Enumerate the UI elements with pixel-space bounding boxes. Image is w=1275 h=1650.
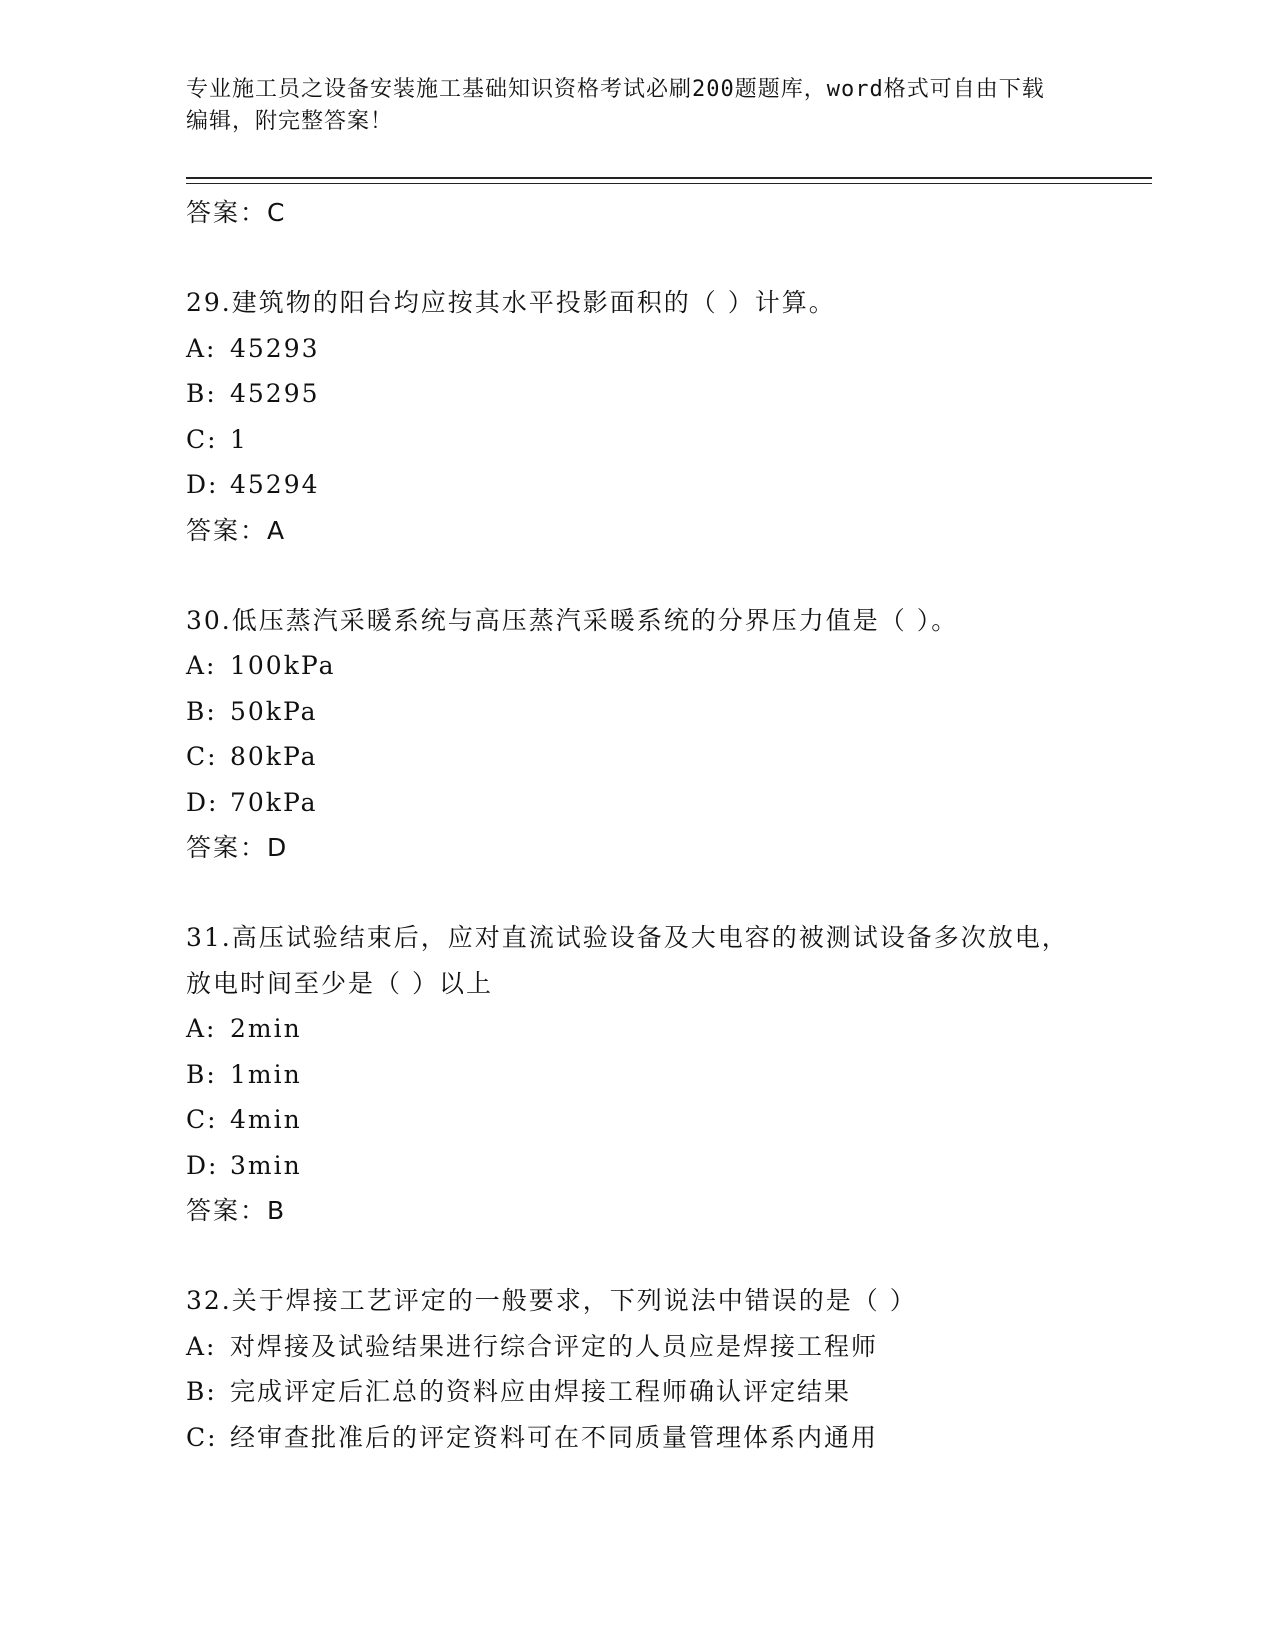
option-text: 80kPa <box>230 742 318 771</box>
option-key: C: <box>186 1422 218 1452</box>
question-stem: 32.关于焊接工艺评定的一般要求，下列说法中错误的是（ ） <box>186 1286 917 1315</box>
option-text: 1 <box>230 424 248 454</box>
option-key: A: <box>186 1014 217 1043</box>
answer-line: 答案：D <box>186 833 289 862</box>
option-key: C: <box>186 1105 218 1134</box>
option <box>186 689 1086 735</box>
answer-line: 答案：A <box>186 515 287 545</box>
option-key: C: <box>186 742 218 771</box>
option-text: 50kPa <box>230 696 318 726</box>
option-key: B: <box>186 1377 217 1406</box>
option-key: B: <box>186 379 217 408</box>
option-text: 70kPa <box>230 787 318 817</box>
option <box>186 1097 1086 1143</box>
option-text: 经审查批准后的评定资料可在不同质量管理体系内通用 <box>230 1422 879 1452</box>
header-rule-thick <box>186 177 1152 179</box>
option-key: B: <box>186 1059 217 1089</box>
option <box>186 462 1086 508</box>
option-text: 45294 <box>230 470 320 499</box>
option-key: C: <box>186 424 218 454</box>
question-stem: 30.低压蒸汽采暖系统与高压蒸汽采暖系统的分界压力值是（ ）。 <box>186 605 959 635</box>
option <box>186 371 1086 417</box>
option <box>186 1324 1086 1370</box>
option-text: 4min <box>230 1105 302 1134</box>
option-text: 3min <box>230 1150 302 1180</box>
option <box>186 1415 1086 1461</box>
option-key: D: <box>186 470 219 499</box>
question-list <box>186 190 1086 1460</box>
option <box>186 326 1086 372</box>
option <box>186 1052 1086 1098</box>
option <box>186 1006 1086 1052</box>
option-key: D: <box>186 1150 219 1180</box>
option-text: 45293 <box>230 333 320 363</box>
document-header: 专业施工员之设备安装施工基础知识资格考试必刷200题题库，word格式可自由下载编辑，附完整答案！ <box>186 77 1045 134</box>
option <box>186 1369 1086 1415</box>
answer-line: 答案：B <box>186 1196 287 1225</box>
option-key: A: <box>186 1331 217 1361</box>
option <box>186 417 1086 463</box>
option-key: A: <box>186 651 217 680</box>
option-text: 对焊接及试验结果进行综合评定的人员应是焊接工程师 <box>230 1331 879 1361</box>
option-key: A: <box>186 333 217 363</box>
question-stem: 29.建筑物的阳台均应按其水平投影面积的（ ）计算。 <box>186 288 836 317</box>
option <box>186 643 1086 689</box>
option-key: B: <box>186 696 217 726</box>
header-rule-thin <box>186 183 1152 184</box>
option-key: D: <box>186 787 219 817</box>
option-text: 2min <box>230 1014 302 1043</box>
option-text: 1min <box>230 1059 302 1089</box>
option-text: 完成评定后汇总的资料应由焊接工程师确认评定结果 <box>230 1377 852 1406</box>
question-stem: 31.高压试验结束后，应对直流试验设备及大电容的被测试设备多次放电，放电时间至少是（ ）以上 <box>186 923 1069 998</box>
option <box>186 1143 1086 1189</box>
option-text: 100kPa <box>230 651 336 680</box>
answer-line: 答案：C <box>186 198 287 227</box>
option <box>186 780 1086 826</box>
option-text: 45295 <box>230 379 320 408</box>
option <box>186 734 1086 780</box>
